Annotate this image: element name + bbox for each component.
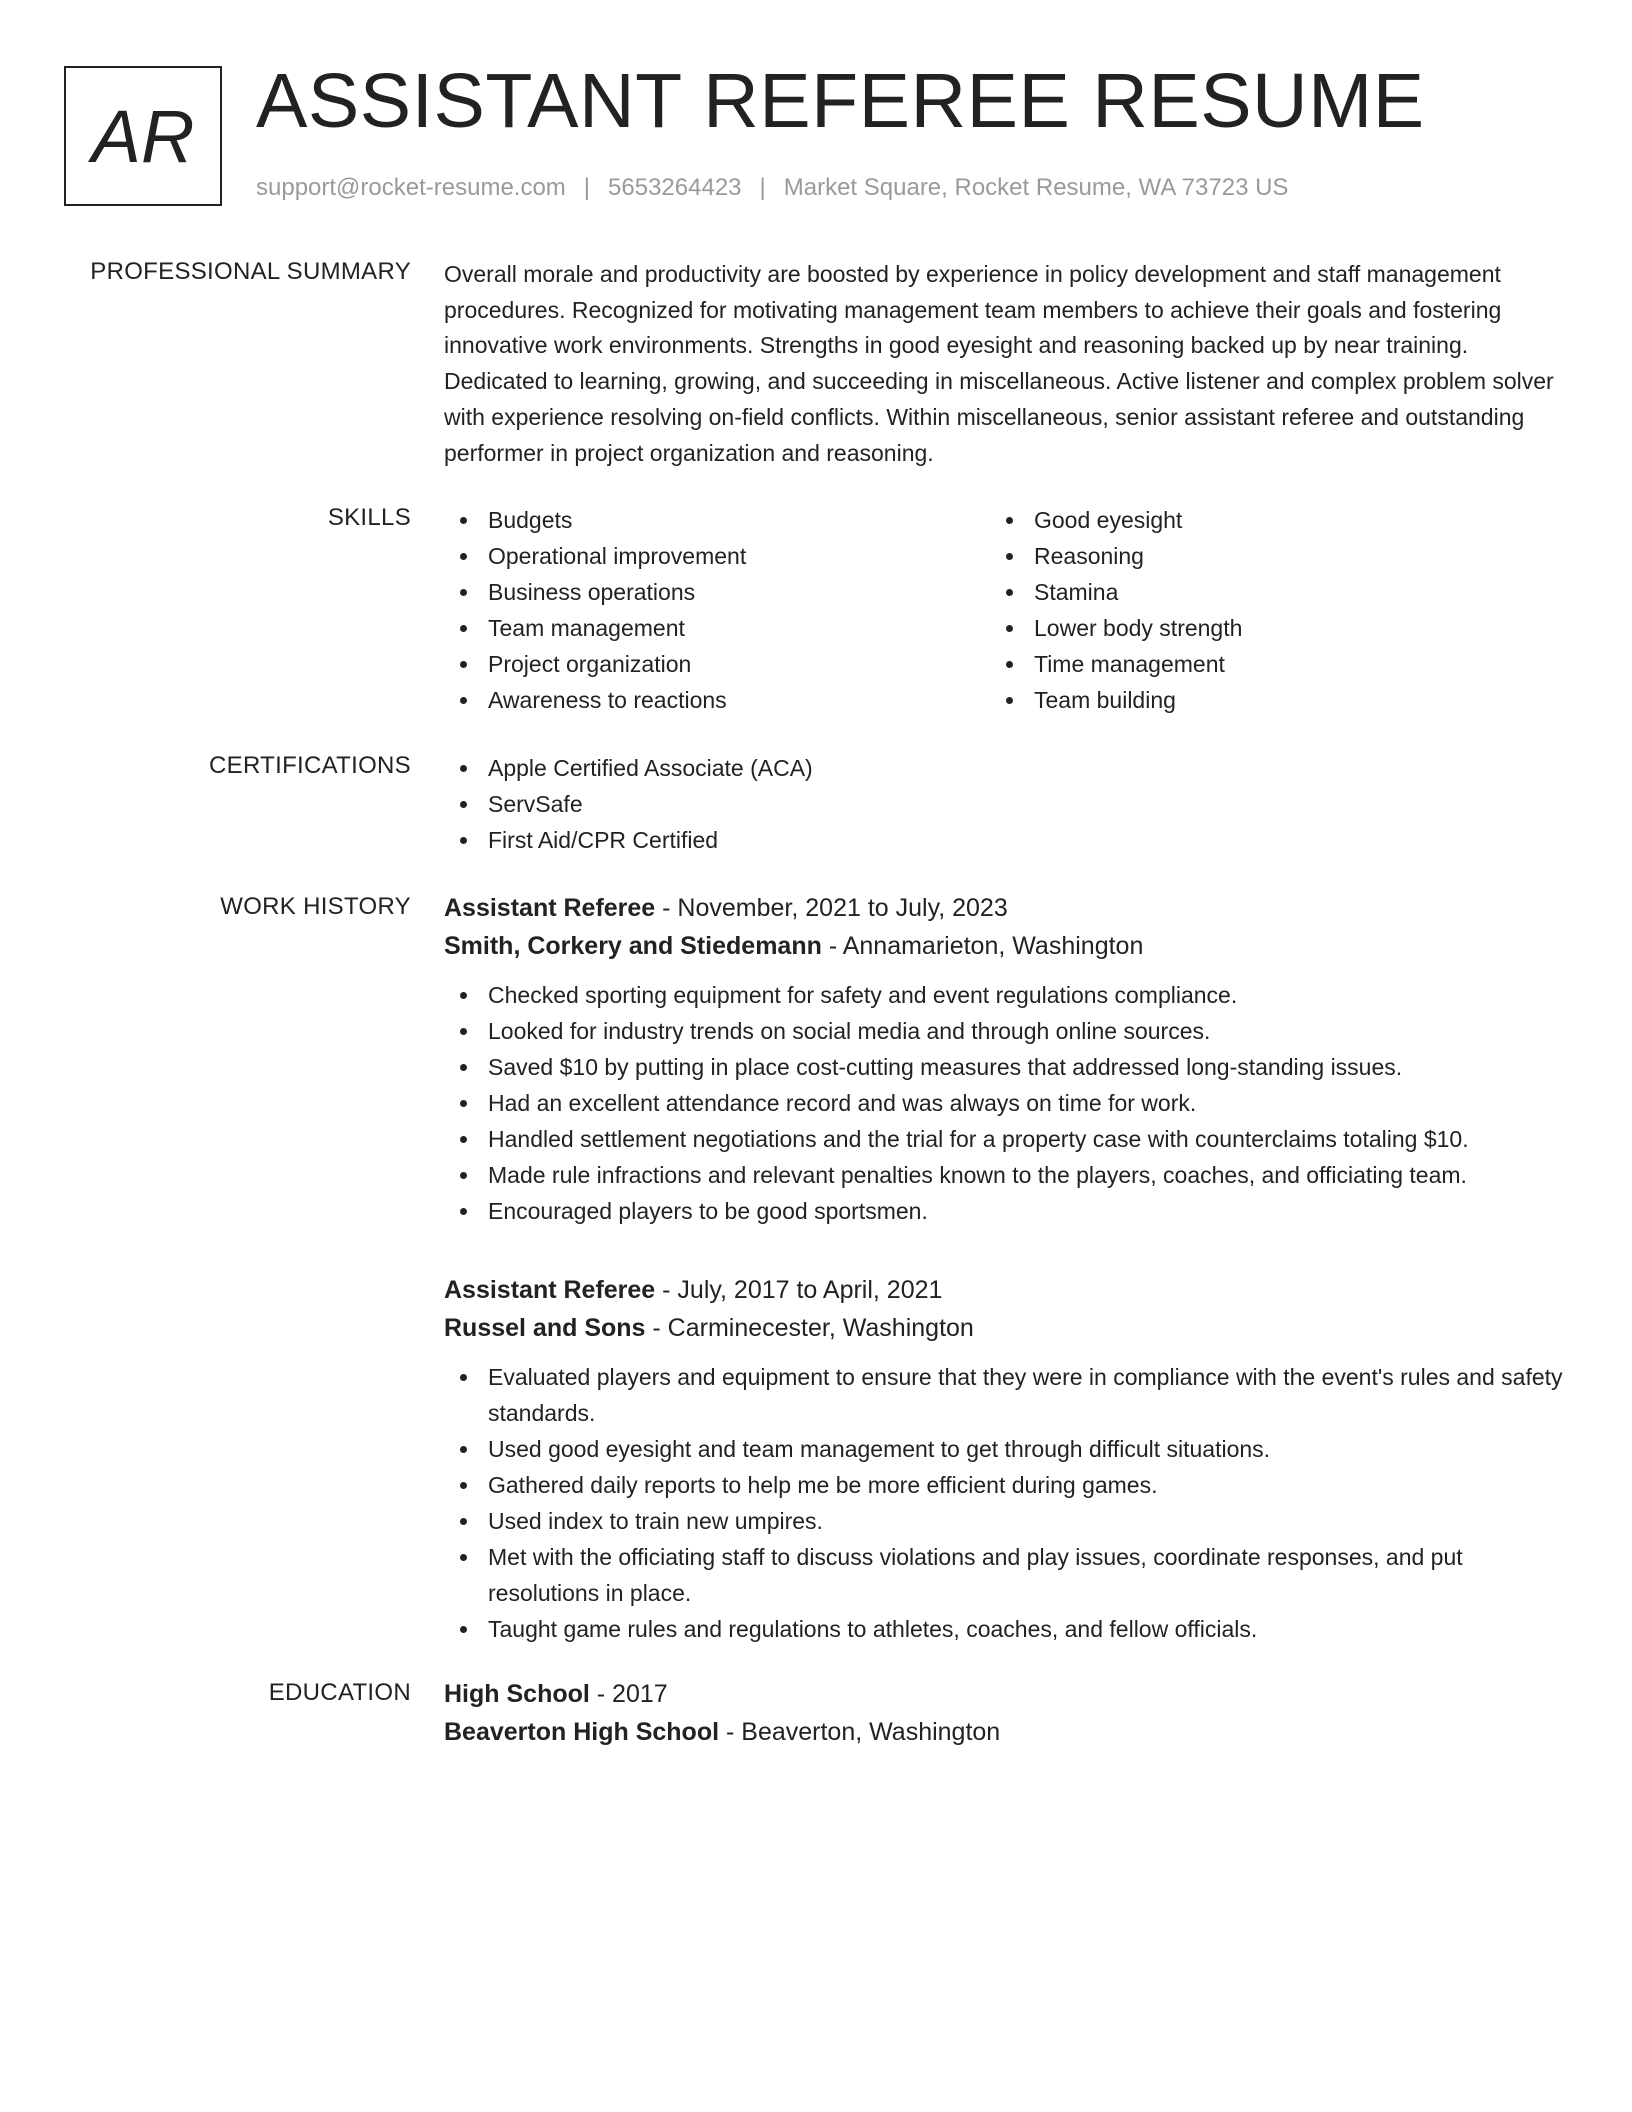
job-duties-list (444, 977, 1564, 1229)
job-duty: Taught game rules and regulations to athletes, coaches, and fellow officials. (444, 1611, 1564, 1647)
section-label-work-history: WORK HISTORY (220, 893, 411, 920)
certification-item: First Aid/CPR Certified (444, 822, 1564, 858)
skill-item: Time management (990, 646, 1536, 682)
job-duties-list (444, 1359, 1564, 1647)
job-entry (444, 1271, 1564, 1647)
job-title-line (444, 889, 1564, 927)
job-role: Assistant Referee (444, 894, 656, 922)
job-company-line (444, 927, 1564, 965)
skills-section (444, 502, 1564, 718)
contact-email: support@rocket-resume.com (256, 174, 566, 201)
job-duty: Gathered daily reports to help me be more efficient during games. (444, 1467, 1564, 1503)
skill-item: Team management (444, 610, 990, 646)
job-duty: Met with the officiating staff to discuss violations and play issues, coordinate responses, and put resolutions in place. (444, 1539, 1564, 1611)
skill-item: Business operations (444, 574, 990, 610)
certification-item: Apple Certified Associate (ACA) (444, 750, 1564, 786)
education-year: - 2017 (589, 1680, 668, 1708)
job-duty: Looked for industry trends on social media and through online sources. (444, 1013, 1564, 1049)
skills-list-left (444, 502, 990, 718)
skill-item: Operational improvement (444, 538, 990, 574)
contact-separator: | (759, 174, 766, 201)
job-role: Assistant Referee (444, 1276, 656, 1304)
skill-item: Good eyesight (990, 502, 1536, 538)
education-degree: High School (444, 1680, 590, 1708)
contact-separator: | (583, 174, 591, 201)
contact-line (256, 174, 1288, 202)
section-label-summary: PROFESSIONAL SUMMARY (90, 258, 411, 285)
job-dates: - July, 2017 to April, 2021 (655, 1276, 943, 1304)
section-label-education: EDUCATION (268, 1679, 411, 1706)
certifications-section (444, 750, 1564, 858)
job-company: Russel and Sons (444, 1314, 646, 1342)
skill-item: Team building (990, 682, 1536, 718)
contact-address: Market Square, Rocket Resume, WA 73723 US (783, 174, 1289, 201)
job-location: - Annamarieton, Washington (821, 932, 1144, 960)
skill-item: Stamina (990, 574, 1536, 610)
education-school-line (444, 1713, 1564, 1751)
certifications-list (444, 750, 1564, 858)
education-school: Beaverton High School (444, 1718, 720, 1746)
job-dates: - November, 2021 to July, 2023 (655, 894, 1008, 922)
job-duty: Had an excellent attendance record and was always on time for work. (444, 1085, 1564, 1121)
education-section (444, 1675, 1564, 1751)
skill-item: Lower body strength (990, 610, 1536, 646)
skill-item: Budgets (444, 502, 990, 538)
contact-phone: 5653264423 (608, 174, 742, 201)
job-duty: Encouraged players to be good sportsmen. (444, 1193, 1564, 1229)
job-entry (444, 889, 1564, 1229)
skill-item: Reasoning (990, 538, 1536, 574)
section-label-certifications: CERTIFICATIONS (209, 752, 411, 779)
skill-item: Awareness to reactions (444, 682, 990, 718)
job-duty: Handled settlement negotiations and the trial for a property case with counterclaims totaling $10. (444, 1121, 1564, 1157)
skill-item: Project organization (444, 646, 990, 682)
job-company-line (444, 1309, 1564, 1347)
monogram-initials: AR (64, 66, 222, 206)
job-duty: Made rule infractions and relevant penalties known to the players, coaches, and officiating team. (444, 1157, 1564, 1193)
education-degree-line (444, 1675, 1564, 1713)
job-duty: Used good eyesight and team management to get through difficult situations. (444, 1431, 1564, 1467)
job-duty: Saved $10 by putting in place cost-cutting measures that addressed long-standing issues. (444, 1049, 1564, 1085)
section-label-skills: SKILLS (327, 504, 411, 531)
education-location: - Beaverton, Washington (719, 1718, 1001, 1746)
job-duty: Used index to train new umpires. (444, 1503, 1564, 1539)
work-history-section (444, 889, 1564, 1647)
job-location: - Carminecester, Washington (645, 1314, 974, 1342)
certification-item: ServSafe (444, 786, 1564, 822)
skills-list-right (990, 502, 1536, 718)
summary-text: Overall morale and productivity are boosted by experience in policy development and staff management procedures. Recognized for motivating management team members to achieve their goals and fostering innovative work environments. Strengths in good eyesight and reasoning backed up by near training. Dedicated to learning, growing, and succeeding in miscellaneous. Active listener and complex problem solver with experience resolving on-field conflicts. Within miscellaneous, senior assistant referee and outstanding performer in project organization and reasoning. (444, 261, 1554, 466)
job-duty: Evaluated players and equipment to ensure that they were in compliance with the event's rules and safety standards. (444, 1359, 1564, 1431)
job-title-line (444, 1271, 1564, 1309)
job-duty: Checked sporting equipment for safety and event regulations compliance. (444, 977, 1564, 1013)
resume-title: ASSISTANT REFEREE RESUME (256, 58, 1425, 144)
summary-section (444, 257, 1564, 471)
job-company: Smith, Corkery and Stiedemann (444, 932, 822, 960)
